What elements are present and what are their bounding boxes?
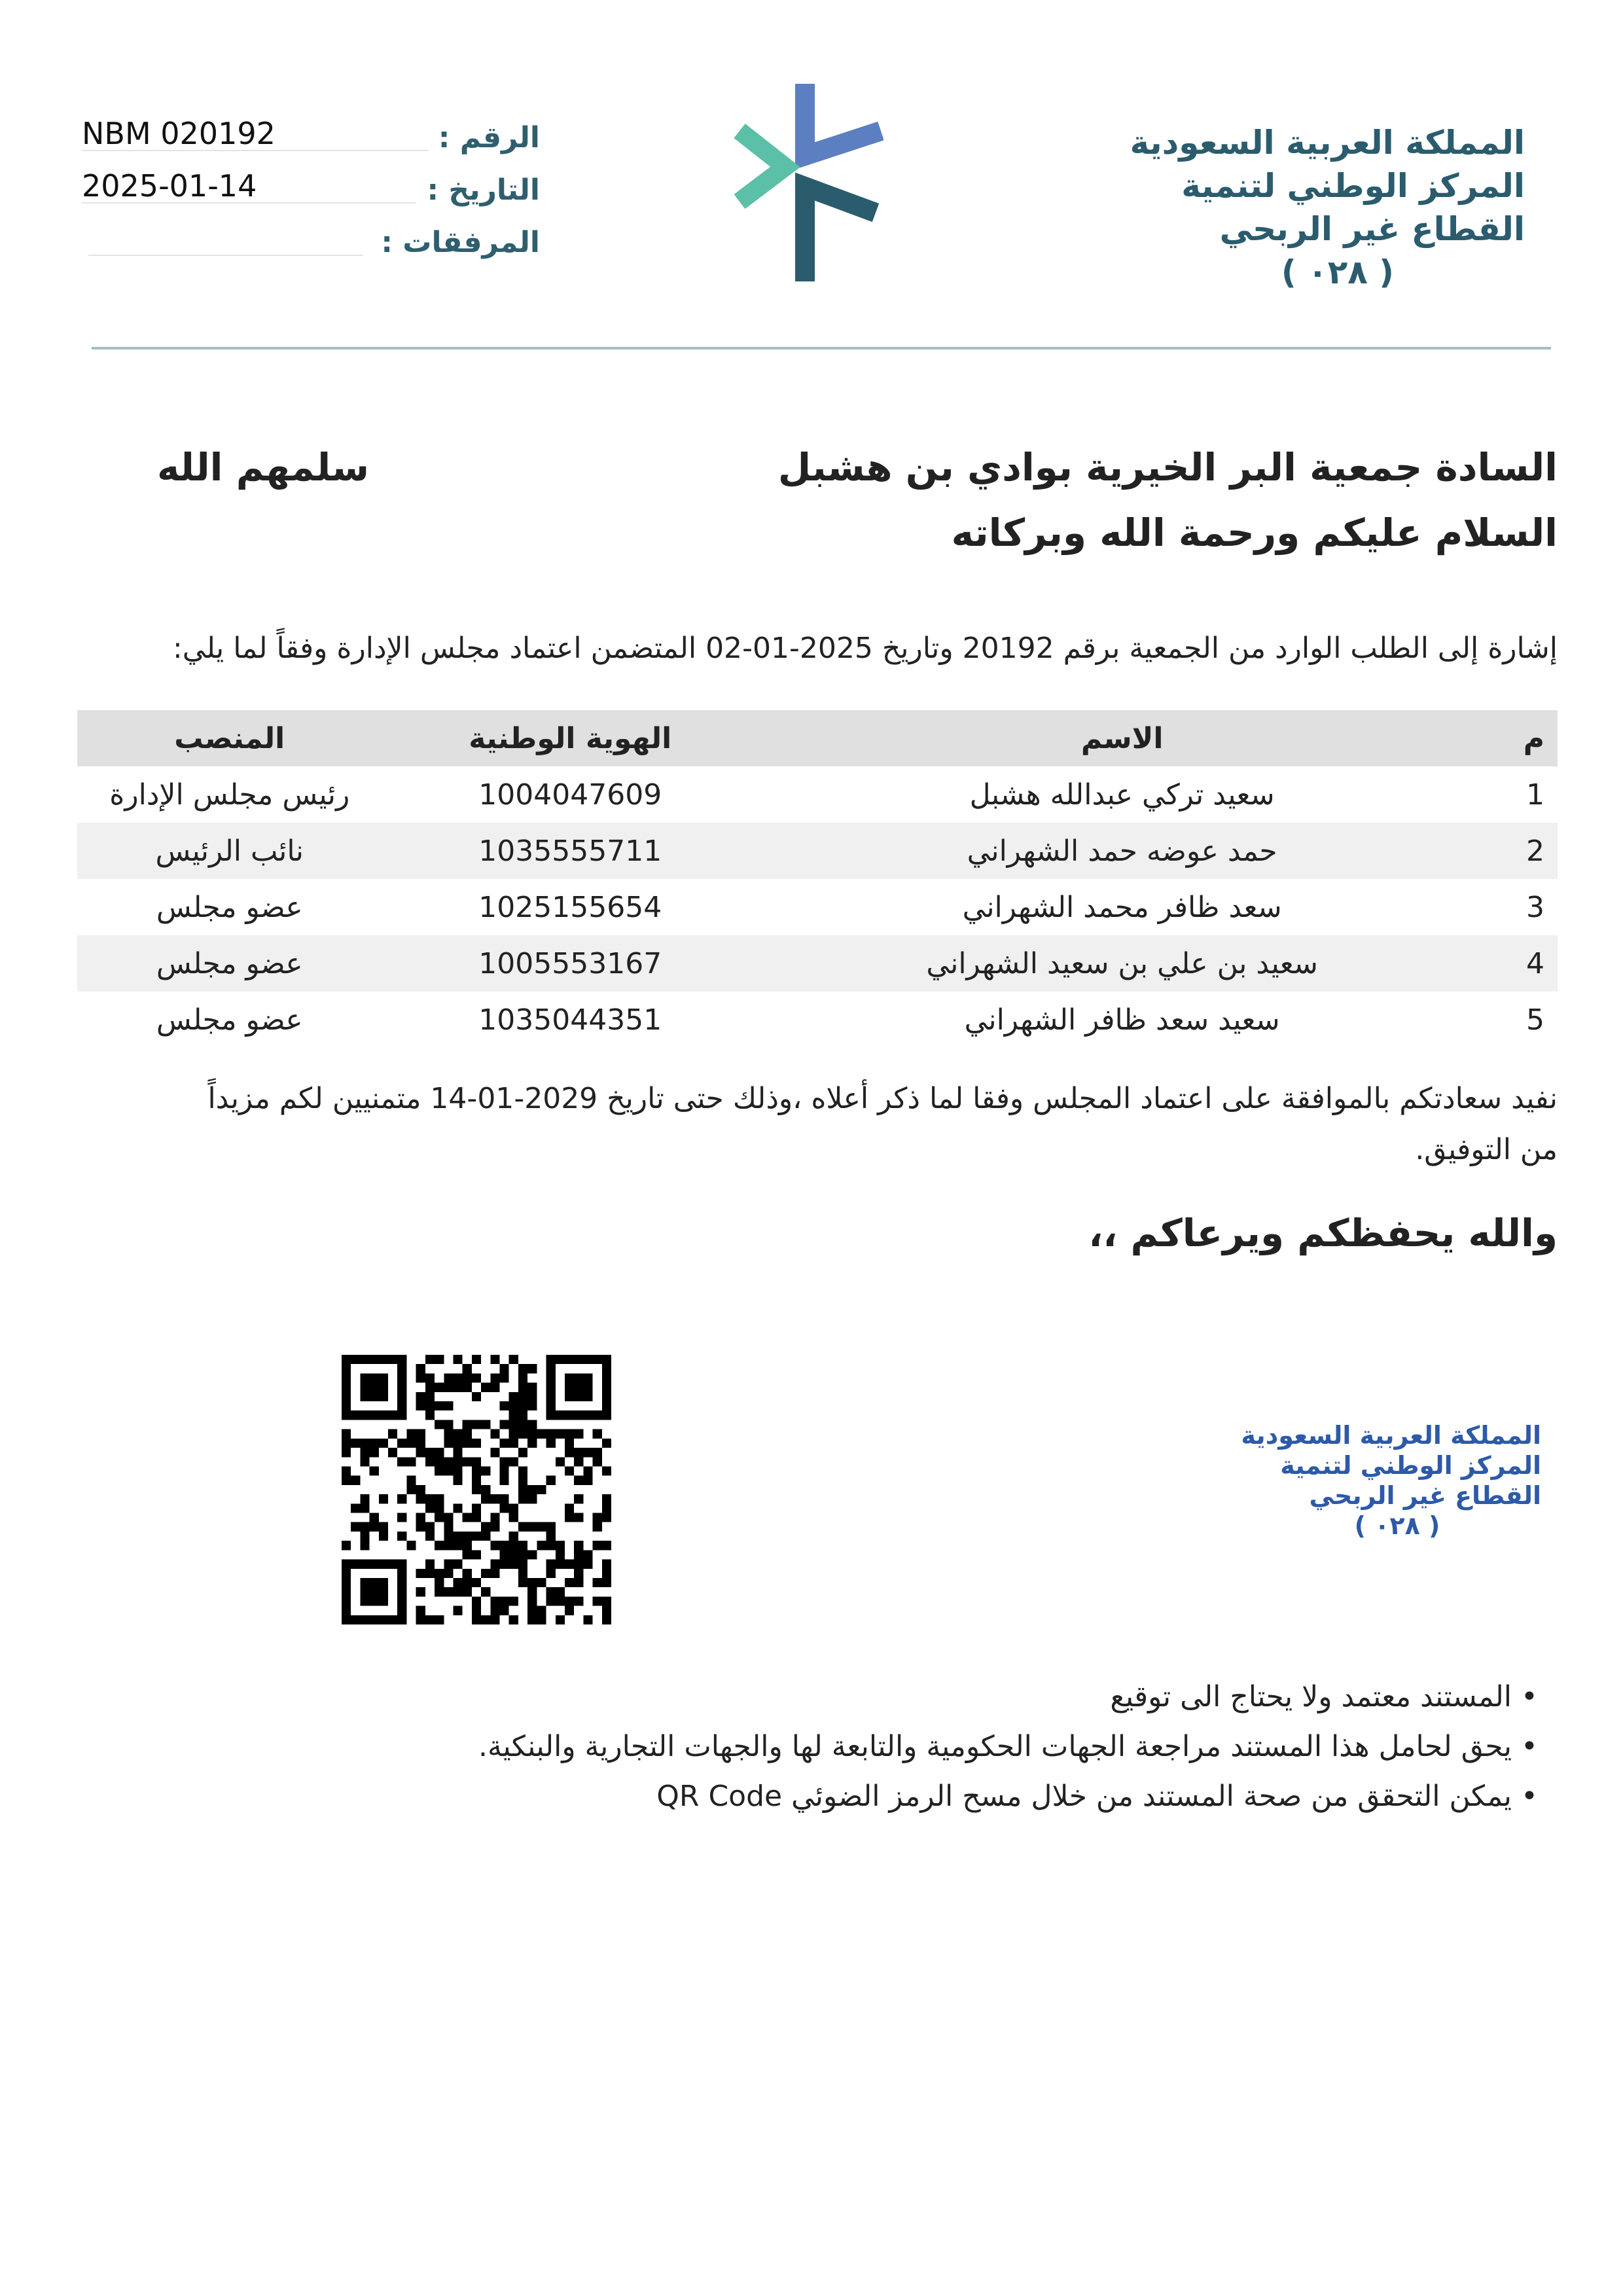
qr-code-icon bbox=[342, 1355, 611, 1624]
ncnp-logo-icon bbox=[726, 79, 883, 288]
greeting: السلام عليكم ورحمة الله وبركاته bbox=[951, 511, 1558, 555]
stamp-line-2: المركز الوطني لتنمية bbox=[1280, 1451, 1541, 1480]
row-num: 1 bbox=[1526, 778, 1544, 812]
row-role: نائب الرئيس bbox=[77, 823, 382, 879]
row-id: 1004047609 bbox=[478, 778, 662, 812]
row-name: سعيد تركي عبدالله هشبل bbox=[969, 778, 1275, 812]
number-underline bbox=[82, 150, 429, 151]
row-num: 3 bbox=[1526, 890, 1544, 924]
table-row bbox=[77, 935, 1558, 992]
row-id: 1005553167 bbox=[382, 935, 759, 992]
number-value: NBM 020192 bbox=[82, 116, 276, 151]
attachments-label: المرفقات : bbox=[381, 226, 540, 259]
row-num: 2 bbox=[1486, 823, 1558, 879]
intro-paragraph: إشارة إلى الطلب الوارد من الجمعية برقم 20192 وتاريخ 2025-01-02 المتضمن اعتماد مجلس الإدارة وفقاً لما يلي: bbox=[172, 632, 1558, 665]
row-name: حمد عوضه حمد الشهراني bbox=[758, 823, 1486, 879]
closing-line: والله يحفظكم ويرعاكم ،، bbox=[1088, 1211, 1558, 1255]
date-underline bbox=[82, 202, 416, 204]
org-code: ( ٠٢٨ ) bbox=[1281, 253, 1394, 291]
row-num: 5 bbox=[1526, 1003, 1544, 1037]
date-label: التاريخ : bbox=[427, 173, 540, 207]
number-field bbox=[82, 116, 540, 167]
org-line-3: القطاع غير الربحي bbox=[1219, 210, 1525, 248]
row-role: رئيس مجلس الإدارة bbox=[109, 778, 350, 812]
header-name: الاسم bbox=[758, 710, 1486, 766]
header-divider bbox=[92, 347, 1551, 350]
row-role: عضو مجلس bbox=[77, 935, 382, 992]
row-role: عضو مجلس bbox=[156, 1003, 303, 1037]
header-role: المنصب bbox=[77, 710, 382, 766]
date-field bbox=[82, 168, 540, 219]
approval-paragraph: نفيد سعادتكم بالموافقة على اعتماد المجلس وفقا لما ذكر أعلاه ،وذلك حتى تاريخ 2029-01-14 متمنيين لكم مزيداً من التوفيق. bbox=[207, 1082, 1558, 1166]
recipient-line bbox=[157, 445, 1558, 504]
organization-stamp bbox=[1214, 1420, 1541, 1541]
recipient-suffix: سلمهم الله bbox=[157, 445, 370, 490]
attachments-underline bbox=[88, 255, 363, 256]
row-name: سعيد سعد ظافر الشهراني bbox=[964, 1003, 1280, 1037]
date-value: 2025-01-14 bbox=[82, 168, 257, 204]
stamp-code: ( ٠٢٨ ) bbox=[1354, 1511, 1440, 1540]
list-item: • المستند معتمد ولا يحتاج الى توقيع bbox=[478, 1672, 1538, 1722]
organization-name bbox=[1054, 121, 1525, 294]
stamp-line-1: المملكة العربية السعودية bbox=[1241, 1421, 1541, 1450]
row-id: 1035044351 bbox=[478, 1003, 662, 1037]
list-item: • يحق لحامل هذا المستند مراجعة الجهات الحكومية والتابعة لها والجهات التجارية والبنكية. bbox=[478, 1722, 1538, 1772]
org-line-1: المملكة العربية السعودية bbox=[1130, 124, 1525, 162]
header-num: م bbox=[1486, 710, 1558, 766]
row-name: سعد ظافر محمد الشهراني bbox=[962, 890, 1282, 924]
header-id: الهوية الوطنية bbox=[382, 710, 759, 766]
list-item: • يمكن التحقق من صحة المستند من خلال مسح الرمز الضوئي QR Code bbox=[478, 1772, 1538, 1821]
table-row bbox=[77, 823, 1558, 879]
recipient: السادة جمعية البر الخيرية بوادي بن هشبل bbox=[777, 445, 1558, 490]
number-label: الرقم : bbox=[438, 121, 540, 154]
table-row bbox=[77, 879, 1558, 935]
attachments-field bbox=[82, 226, 540, 272]
org-line-2: المركز الوطني لتنمية bbox=[1181, 167, 1525, 205]
table-header-row bbox=[77, 710, 1558, 766]
row-role: عضو مجلس bbox=[156, 890, 303, 924]
row-id: 1035555711 bbox=[382, 823, 759, 879]
stamp-line-3: القطاع غير الربحي bbox=[1309, 1481, 1541, 1510]
row-id: 1025155654 bbox=[478, 890, 662, 924]
table-row bbox=[77, 766, 1558, 823]
notes-list bbox=[478, 1672, 1538, 1821]
row-name: سعيد بن علي بن سعيد الشهراني bbox=[758, 935, 1486, 992]
table-row bbox=[77, 992, 1558, 1048]
board-members-table bbox=[77, 710, 1558, 1048]
row-num: 4 bbox=[1486, 935, 1558, 992]
